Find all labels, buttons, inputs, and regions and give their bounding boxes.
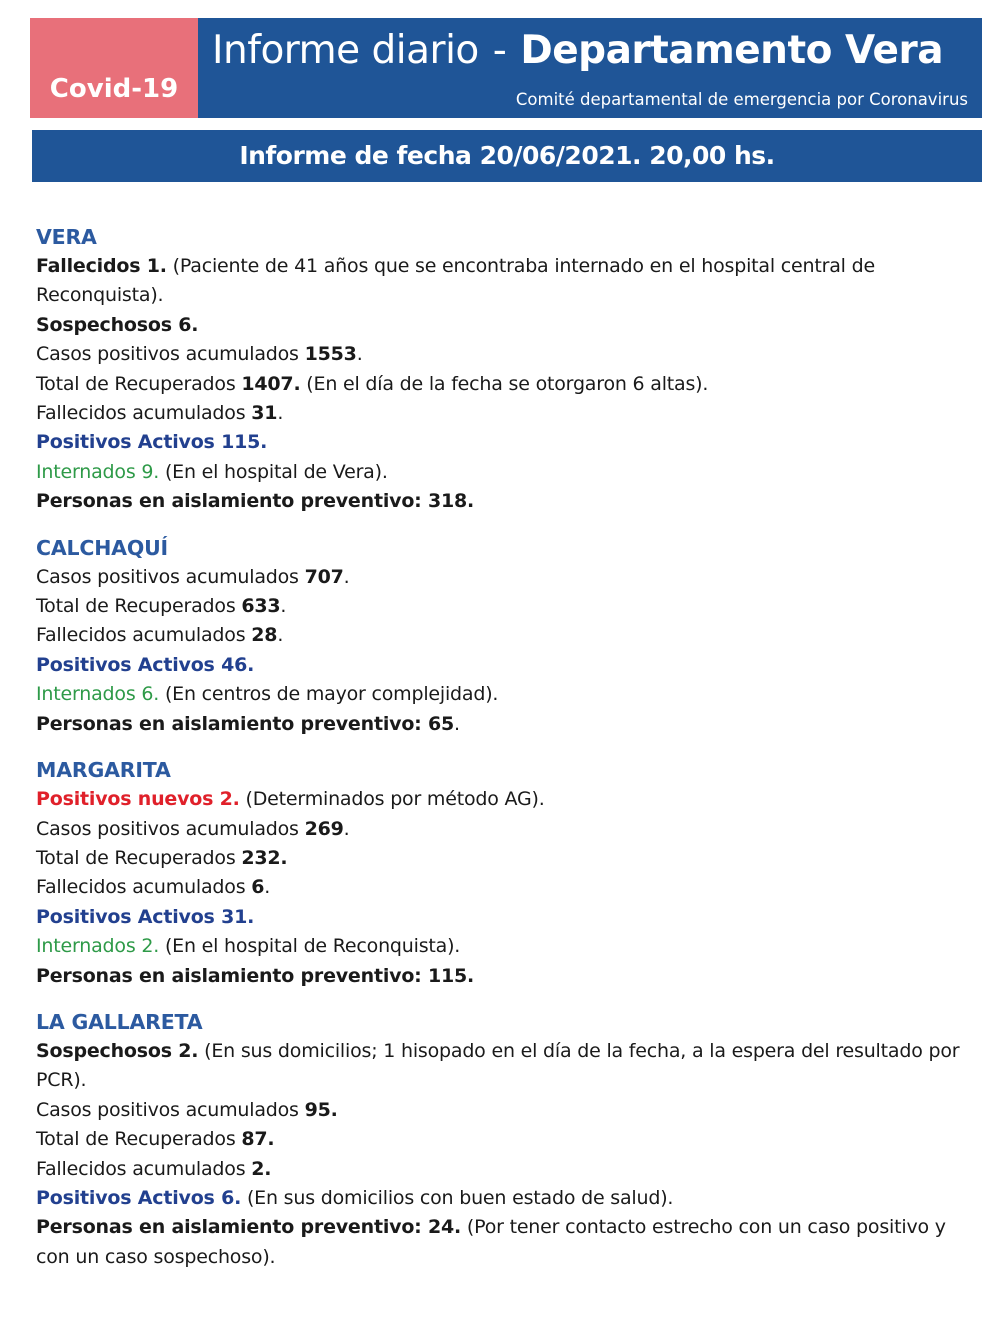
vera-internados-note: (En el hospital de Vera).: [159, 460, 388, 483]
vera-fallecidos-acum-label: Fallecidos acumulados: [36, 402, 252, 425]
margarita-activos-label: Positivos Activos 31.: [36, 905, 255, 928]
vera-sospechosos-label: Sospechosos 6.: [36, 313, 199, 336]
vera-fallecidos-acum-value: 31: [251, 402, 278, 425]
margarita-aislamiento: [36, 962, 976, 991]
section-title-margarita: MARGARITA: [36, 758, 171, 783]
margarita-nuevos-label: Positivos nuevos 2.: [36, 788, 240, 811]
calchaqui-fallecidos-acumulados: [36, 621, 976, 650]
gallareta-sospechosos-label: Sospechosos 2.: [36, 1039, 199, 1062]
gallareta-activos: [36, 1184, 976, 1213]
margarita-internados-note: (En el hospital de Reconquista).: [159, 935, 461, 958]
report-subtitle: Comité departamental de emergencia por Coronavirus: [515, 90, 968, 109]
gallareta-recuperados: [36, 1125, 976, 1154]
gallareta-sospechosos: [36, 1037, 976, 1096]
margarita-fallecidos-acumulados: [36, 873, 976, 902]
calchaqui-recuperados-label: Total de Recuperados: [36, 595, 242, 618]
calchaqui-casos: [36, 563, 976, 592]
vera-sospechosos: [36, 311, 976, 340]
gallareta-recuperados-value: 87.: [241, 1128, 275, 1151]
report-body: [36, 222, 976, 1288]
vera-recuperados: [36, 370, 976, 399]
vera-casos-label: Casos positivos acumulados: [36, 343, 305, 366]
report-title-department: Departamento Vera: [520, 28, 944, 73]
section-la-gallareta: [36, 1007, 976, 1272]
calchaqui-aislamiento-end: .: [454, 712, 460, 735]
calchaqui-activos-label: Positivos Activos 46.: [36, 653, 255, 676]
calchaqui-casos-label: Casos positivos acumulados: [36, 565, 305, 588]
calchaqui-recuperados-value: 633: [241, 595, 281, 618]
report-title-left: Informe diario: [212, 28, 479, 73]
vera-activos-label: Positivos Activos 115.: [36, 431, 268, 454]
vera-fallecidos-label: Fallecidos 1.: [36, 255, 167, 277]
vera-casos-end: .: [356, 343, 363, 366]
gallareta-sospechosos-note: (En sus domicilios; 1 hisopado en el día de la fecha, a la espera del resultado por PCR).: [36, 1039, 960, 1092]
margarita-fallecidos-acum-label: Fallecidos acumulados: [36, 876, 252, 899]
margarita-aislamiento-label: Personas en aislamiento preventivo: 115.: [36, 964, 475, 987]
vera-activos: [36, 428, 976, 457]
gallareta-activos-label: Positivos Activos 6.: [36, 1186, 242, 1209]
calchaqui-casos-end: .: [343, 565, 350, 588]
gallareta-aislamiento-label: Personas en aislamiento preventivo: 24.: [36, 1216, 462, 1239]
calchaqui-activos: [36, 651, 976, 680]
vera-aislamiento-label: Personas en aislamiento preventivo: 318.: [36, 490, 475, 513]
margarita-fallecidos-acum-end: .: [264, 876, 271, 899]
margarita-casos-end: .: [343, 817, 350, 840]
vera-fallecidos-note: (Paciente de 41 años que se encontraba internado en el hospital central de Reconquista).: [36, 255, 875, 307]
margarita-recuperados-value: 232.: [241, 846, 288, 869]
calchaqui-aislamiento: [36, 710, 976, 739]
vera-aislamiento: [36, 487, 976, 516]
margarita-casos-label: Casos positivos acumulados: [36, 817, 305, 840]
calchaqui-fallecidos-acum-label: Fallecidos acumulados: [36, 624, 252, 647]
covid-badge-label: Covid-19: [49, 74, 179, 104]
margarita-casos-value: 269: [304, 817, 344, 840]
margarita-fallecidos-acum-value: 6: [251, 876, 265, 899]
margarita-internados-label: Internados 2.: [36, 935, 160, 958]
calchaqui-recuperados: [36, 592, 976, 621]
margarita-recuperados-label: Total de Recuperados: [36, 846, 242, 869]
vera-casos-value: 1553: [304, 343, 357, 366]
report-title: [212, 28, 943, 73]
gallareta-activos-note: (En sus domicilios con buen estado de salud).: [241, 1186, 674, 1209]
report-date-bar: Informe de fecha 20/06/2021. 20,00 hs.: [32, 130, 982, 182]
vera-recuperados-note: (En el día de la fecha se otorgaron 6 altas).: [300, 372, 709, 395]
gallareta-fallecidos-acumulados: [36, 1155, 976, 1184]
gallareta-casos-value: 95.: [304, 1098, 338, 1121]
section-calchaqui: [36, 533, 976, 739]
margarita-internados: [36, 932, 976, 961]
vera-internados-label: Internados 9.: [36, 460, 160, 483]
vera-internados: [36, 458, 976, 487]
vera-recuperados-value: 1407.: [241, 372, 301, 395]
gallareta-recuperados-label: Total de Recuperados: [36, 1128, 242, 1151]
gallareta-aislamiento: [36, 1213, 976, 1272]
vera-fallecidos-acum-end: .: [277, 402, 284, 425]
vera-fallecidos: [36, 252, 976, 311]
calchaqui-internados-label: Internados 6.: [36, 683, 160, 706]
margarita-casos: [36, 815, 976, 844]
gallareta-casos: [36, 1096, 976, 1125]
gallareta-casos-label: Casos positivos acumulados: [36, 1098, 305, 1121]
section-vera: [36, 222, 976, 517]
covid-badge: [30, 18, 198, 118]
title-banner: [198, 18, 982, 118]
calchaqui-fallecidos-acum-value: 28: [251, 624, 278, 647]
calchaqui-aislamiento-label: Personas en aislamiento preventivo: 65: [36, 712, 455, 735]
margarita-activos: [36, 903, 976, 932]
gallareta-fallecidos-acum-label: Fallecidos acumulados: [36, 1157, 252, 1180]
margarita-nuevos: [36, 785, 976, 814]
calchaqui-fallecidos-acum-end: .: [277, 624, 284, 647]
vera-casos: [36, 340, 976, 369]
section-title-vera: VERA: [36, 225, 97, 249]
section-title-la-gallareta: LA GALLARETA: [36, 1009, 203, 1034]
vera-recuperados-label: Total de Recuperados: [36, 372, 242, 395]
margarita-nuevos-note: (Determinados por método AG).: [239, 788, 545, 811]
section-margarita: [36, 755, 976, 991]
report-header: [30, 18, 982, 118]
calchaqui-recuperados-end: .: [280, 595, 287, 618]
calchaqui-casos-value: 707: [304, 565, 344, 588]
margarita-recuperados: [36, 844, 976, 873]
gallareta-fallecidos-acum-value: 2.: [251, 1157, 272, 1180]
gallareta-aislamiento-note: (Por tener contacto estrecho con un caso positivo y con un caso sospechoso).: [36, 1216, 946, 1268]
vera-fallecidos-acumulados: [36, 399, 976, 428]
report-title-separator: -: [492, 28, 507, 73]
calchaqui-internados: [36, 680, 976, 709]
section-title-calchaqui: CALCHAQUÍ: [36, 535, 168, 560]
calchaqui-internados-note: (En centros de mayor complejidad).: [159, 683, 499, 706]
